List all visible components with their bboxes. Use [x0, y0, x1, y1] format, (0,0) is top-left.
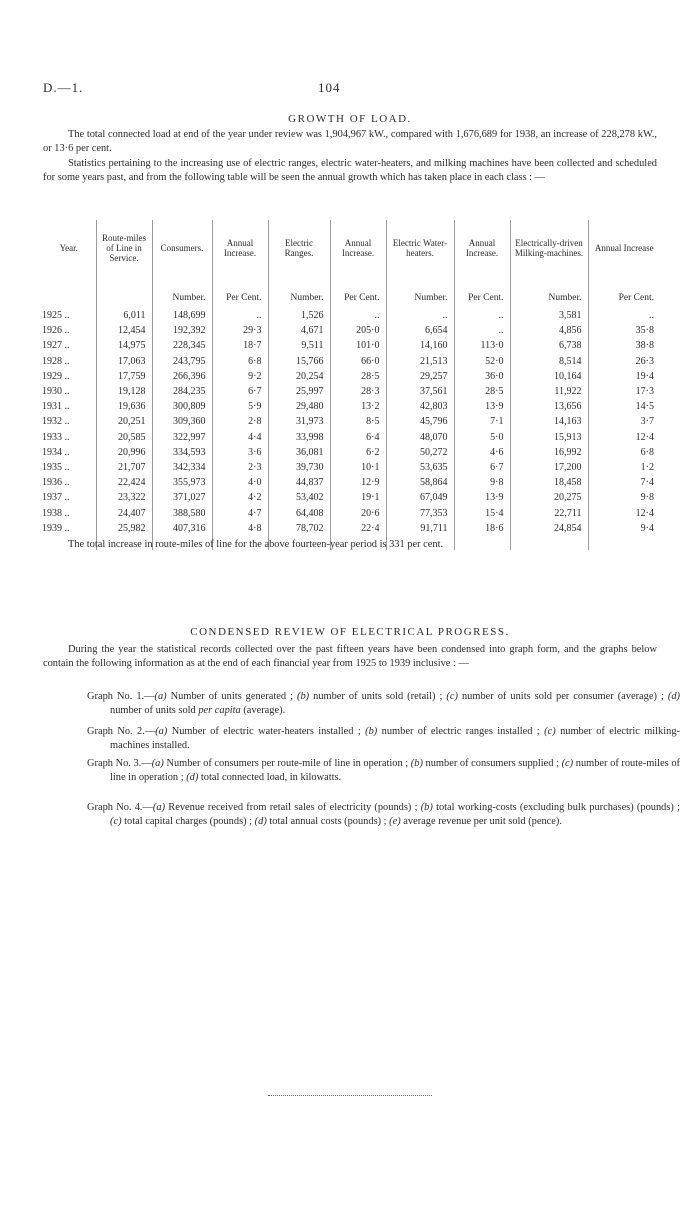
table-cell: 35·8: [588, 323, 660, 338]
table-cell: 53,402: [268, 490, 330, 505]
table-cell: 14,160: [386, 338, 454, 353]
table-cell: 6,654: [386, 323, 454, 338]
table-cell: 14,163: [510, 414, 588, 429]
table-cell: 28·3: [330, 384, 386, 399]
table-cell: 9·8: [454, 475, 510, 490]
table-cell: 18·7: [212, 338, 268, 353]
table-cell: 6·7: [454, 460, 510, 475]
table-cell: 50,272: [386, 445, 454, 460]
table-cell: 388,580: [152, 505, 212, 520]
table-cell: 29,257: [386, 369, 454, 384]
table-cell: 23,322: [96, 490, 152, 505]
table-cell: 22·4: [330, 521, 386, 536]
table-cell: 6·2: [330, 445, 386, 460]
document-reference: D.—1.: [43, 80, 84, 95]
table-cell: 24,854: [510, 521, 588, 536]
table-cell: 67,049: [386, 490, 454, 505]
table-cell: 20,996: [96, 445, 152, 460]
table-row: [42, 384, 660, 399]
table-cell: 31,973: [268, 414, 330, 429]
table-row: [42, 430, 660, 445]
table-cell: 1925 ..: [42, 310, 70, 322]
column-header: Annual Increase: [588, 220, 660, 276]
table-cell: 12·9: [330, 475, 386, 490]
table-cell: 78,702: [268, 521, 330, 536]
table-cell: 1933 ..: [42, 431, 70, 443]
unit-label: Per Cent.: [588, 286, 660, 308]
table-cell: ..: [212, 308, 268, 323]
table-cell: 10·1: [330, 460, 386, 475]
table-row: [42, 369, 660, 384]
table-cell: 334,593: [152, 445, 212, 460]
table-cell: 15,913: [510, 430, 588, 445]
table-cell: 1939 ..: [42, 522, 70, 534]
table-cell: ..: [588, 308, 660, 323]
table-cell: 18·6: [454, 521, 510, 536]
table-cell: 4·0: [212, 475, 268, 490]
table-cell: 3·7: [588, 414, 660, 429]
table-cell: 17·3: [588, 384, 660, 399]
table-cell: 14,975: [96, 338, 152, 353]
table-cell: 6·8: [212, 354, 268, 369]
table-cell: 1,526: [268, 308, 330, 323]
table-cell: 17,759: [96, 369, 152, 384]
table-cell: 12·4: [588, 505, 660, 520]
table-cell: 48,070: [386, 430, 454, 445]
table-cell: 9·4: [588, 521, 660, 536]
table-row: [42, 521, 660, 536]
table-cell: 1932 ..: [42, 416, 70, 428]
column-header: Annual Increase.: [454, 220, 510, 276]
table-cell: 13·9: [454, 399, 510, 414]
table-row: [42, 308, 660, 323]
table-cell: 8·5: [330, 414, 386, 429]
column-header: Annual Increase.: [330, 220, 386, 276]
table-cell: 407,316: [152, 521, 212, 536]
table-row: [42, 445, 660, 460]
table-cell: 10,164: [510, 369, 588, 384]
unit-label: Number.: [510, 286, 588, 308]
table-cell: 91,711: [386, 521, 454, 536]
table-row: [42, 338, 660, 353]
graph-1-description: Graph No. 1.—(a) Number of units generated ; (b) number of units sold (retail) ; (c) number of units sold per consumer (average) ; (d) number of units sold per capita (average).: [87, 691, 681, 716]
table-cell: 205·0: [330, 323, 386, 338]
column-header: Electric Water-heaters.: [386, 220, 454, 276]
table-cell: 4,671: [268, 323, 330, 338]
table-cell: 1926 ..: [42, 325, 70, 337]
table-cell: 20,254: [268, 369, 330, 384]
table-cell: 266,396: [152, 369, 212, 384]
table-cell: 322,997: [152, 430, 212, 445]
table-cell: 1929 ..: [42, 370, 70, 382]
table-row: [42, 354, 660, 369]
unit-label: Per Cent.: [330, 286, 386, 308]
table-cell: 52·0: [454, 354, 510, 369]
table-cell: ..: [454, 308, 510, 323]
table-footnote: The total increase in route-miles of line for the above fourteen-year period is 331 per cent.: [68, 539, 444, 550]
table-cell: 29,480: [268, 399, 330, 414]
table-cell: 19,636: [96, 399, 152, 414]
table-cell: 4·2: [212, 490, 268, 505]
table-cell: 4·8: [212, 521, 268, 536]
table-cell: 20,275: [510, 490, 588, 505]
table-cell: ..: [386, 308, 454, 323]
table-cell: 45,796: [386, 414, 454, 429]
table-cell: 29·3: [212, 323, 268, 338]
table-cell: 1928 ..: [42, 355, 70, 367]
growth-table: [42, 220, 660, 550]
table-cell: 17,200: [510, 460, 588, 475]
table-cell: 8,514: [510, 354, 588, 369]
table-cell: 7·4: [588, 475, 660, 490]
table-cell: 14·5: [588, 399, 660, 414]
table-cell: 6,738: [510, 338, 588, 353]
table-cell: 25,982: [96, 521, 152, 536]
table-cell: 36,081: [268, 445, 330, 460]
table-cell: 26·3: [588, 354, 660, 369]
table-cell: 101·0: [330, 338, 386, 353]
table-cell: 15·4: [454, 505, 510, 520]
unit-label: Number.: [152, 286, 212, 308]
table-cell: 21,513: [386, 354, 454, 369]
table-row: [42, 490, 660, 505]
table-cell: 355,973: [152, 475, 212, 490]
table-cell: 20,585: [96, 430, 152, 445]
table-cell: 371,027: [152, 490, 212, 505]
table-cell: 148,699: [152, 308, 212, 323]
table-row: [42, 475, 660, 490]
table-cell: 20,251: [96, 414, 152, 429]
table-cell: 309,360: [152, 414, 212, 429]
unit-label: Number.: [386, 286, 454, 308]
table-cell: 192,392: [152, 323, 212, 338]
table-cell: 9·8: [588, 490, 660, 505]
table-row: [42, 414, 660, 429]
table-cell: 4·7: [212, 505, 268, 520]
table-cell: 342,334: [152, 460, 212, 475]
table-cell: 21,707: [96, 460, 152, 475]
table-header-row: [42, 220, 660, 276]
table-cell: 300,809: [152, 399, 212, 414]
table-cell: ..: [330, 308, 386, 323]
column-header: Year.: [59, 243, 78, 253]
column-header: Consumers.: [152, 220, 212, 276]
column-header: Electrically-driven Milking-machines.: [510, 220, 588, 276]
table-cell: 17,063: [96, 354, 152, 369]
table-cell: 9,511: [268, 338, 330, 353]
table-cell: 64,408: [268, 505, 330, 520]
table-cell: 1938 ..: [42, 507, 70, 519]
unit-label: Per Cent.: [212, 286, 268, 308]
table-cell: 5·9: [212, 399, 268, 414]
connected-load-paragraph: The total connected load at end of the year under review was 1,904,967 kW., compared with 1,676,689 for 1938, an increase of 228,278 kW., or 13·6 per cent.: [43, 129, 657, 154]
column-header: Annual Increase.: [212, 220, 268, 276]
table-cell: 38·8: [588, 338, 660, 353]
table-cell: 77,353: [386, 505, 454, 520]
page-end-rule: [268, 1095, 432, 1096]
table-cell: 42,803: [386, 399, 454, 414]
table-cell: 2·8: [212, 414, 268, 429]
table-cell: 19,128: [96, 384, 152, 399]
table-cell: 24,407: [96, 505, 152, 520]
review-intro-paragraph: During the year the statistical records collected over the past fifteen years have been condensed into graph form, and the graphs below contain the following information as at the end of each financial year from 1925 to 1939 inclusive : —: [43, 644, 657, 669]
table-cell: 37,561: [386, 384, 454, 399]
table-cell: 243,795: [152, 354, 212, 369]
column-header: Route-miles of Line in Service.: [96, 220, 152, 276]
column-header: Electric Ranges.: [268, 220, 330, 276]
table-cell: 3,581: [510, 308, 588, 323]
table-cell: 66·0: [330, 354, 386, 369]
table-cell: 9·2: [212, 369, 268, 384]
table-cell: 15,766: [268, 354, 330, 369]
table-cell: 28·5: [330, 369, 386, 384]
table-cell: 12,454: [96, 323, 152, 338]
table-cell: 1931 ..: [42, 401, 70, 413]
table-cell: 1·2: [588, 460, 660, 475]
table-cell: 6,011: [96, 308, 152, 323]
table-cell: 25,997: [268, 384, 330, 399]
table-cell: ..: [454, 323, 510, 338]
table-cell: 13,656: [510, 399, 588, 414]
table-cell: 20·6: [330, 505, 386, 520]
graph-3-description: Graph No. 3.—(a) Number of consumers per route-mile of line in operation ; (b) number of consumers supplied ; (c) number of route-miles of line in operation ; (d) total connected load, in kilowatts.: [87, 758, 680, 783]
growth-of-load-heading: GROWTH OF LOAD.: [288, 113, 412, 125]
table-cell: 1935 ..: [42, 461, 70, 473]
table-cell: 19·4: [588, 369, 660, 384]
table-cell: 284,235: [152, 384, 212, 399]
table-cell: 113·0: [454, 338, 510, 353]
table-row: [42, 460, 660, 475]
condensed-review-heading: CONDENSED REVIEW OF ELECTRICAL PROGRESS.: [190, 626, 510, 638]
statistics-paragraph: Statistics pertaining to the increasing use of electric ranges, electric water-heaters, and milking machines have been collected and scheduled for some years past, and from the following table will be seen the annual growth which has taken place in each class : —: [43, 158, 657, 183]
table-cell: 22,424: [96, 475, 152, 490]
table-cell: 5·0: [454, 430, 510, 445]
table-row: [42, 505, 660, 520]
table-row: [42, 323, 660, 338]
table-cell: 12·4: [588, 430, 660, 445]
graph-2-description: Graph No. 2.—(a) Number of electric water-heaters installed ; (b) number of electric ranges installed ; (c) number of electric milking-machines installed.: [87, 726, 680, 751]
units-row: [42, 286, 660, 308]
table-cell: 13·9: [454, 490, 510, 505]
table-cell: 1936 ..: [42, 477, 70, 489]
table-cell: 13·2: [330, 399, 386, 414]
table-cell: 1934 ..: [42, 446, 70, 458]
table-cell: 4,856: [510, 323, 588, 338]
unit-label: Number.: [268, 286, 330, 308]
table-cell: 1930 ..: [42, 386, 70, 398]
table-cell: 6·4: [330, 430, 386, 445]
table-cell: 36·0: [454, 369, 510, 384]
page-number: 104: [318, 80, 341, 95]
table-cell: 6·7: [212, 384, 268, 399]
table-cell: 228,345: [152, 338, 212, 353]
table-cell: 16,992: [510, 445, 588, 460]
unit-label: Per Cent.: [454, 286, 510, 308]
table-cell: 4·6: [454, 445, 510, 460]
table-cell: 7·1: [454, 414, 510, 429]
table-cell: 44,837: [268, 475, 330, 490]
table-cell: 1927 ..: [42, 340, 70, 352]
table-row: [42, 399, 660, 414]
table-cell: 6·8: [588, 445, 660, 460]
table-cell: 18,458: [510, 475, 588, 490]
graph-4-description: Graph No. 4.—(a) Revenue received from retail sales of electricity (pounds) ; (b) total working-costs (excluding bulk purchases) (pounds) ; (c) total capital charges (pounds) ; (d) total annual costs (pounds) ; (e) average revenue per unit sold (pence).: [87, 802, 680, 827]
table-cell: 28·5: [454, 384, 510, 399]
table-cell: 22,711: [510, 505, 588, 520]
table-cell: 4·4: [212, 430, 268, 445]
table-cell: 19·1: [330, 490, 386, 505]
table-cell: 39,730: [268, 460, 330, 475]
table-cell: 2·3: [212, 460, 268, 475]
table-cell: 11,922: [510, 384, 588, 399]
table-cell: 3·6: [212, 445, 268, 460]
table-cell: 1937 ..: [42, 492, 70, 504]
table-cell: 53,635: [386, 460, 454, 475]
table-cell: 58,864: [386, 475, 454, 490]
table-cell: 33,998: [268, 430, 330, 445]
